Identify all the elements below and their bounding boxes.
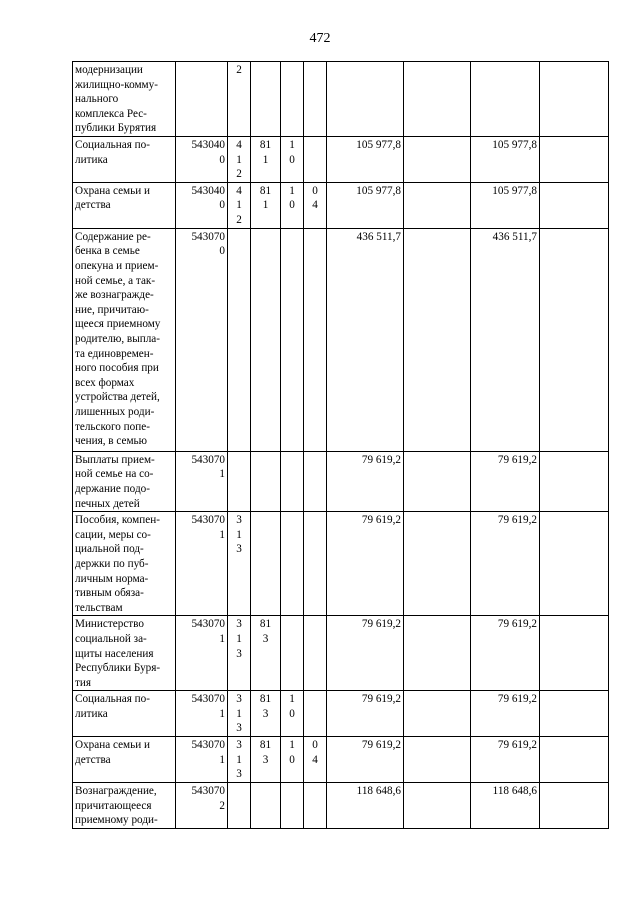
table-row	[73, 137, 609, 183]
ministry-code-line: 81	[259, 184, 272, 197]
expense-type-code-cell	[228, 228, 251, 451]
subsection-code-cell	[304, 616, 327, 691]
amount-cell-2	[404, 451, 471, 511]
expense-type-code-line: 2	[236, 168, 242, 181]
item-name-line: детства	[75, 753, 111, 766]
item-name-cell	[73, 137, 176, 183]
expense-type-code-line: 1	[236, 199, 242, 212]
amount-cell-1: 118 648,6	[327, 783, 404, 829]
target-article-code-cell	[176, 783, 228, 829]
table-row	[73, 691, 609, 737]
subsection-code-line: 0	[312, 739, 318, 752]
section-code-line: 1	[289, 693, 295, 706]
amount-cell-1: 105 977,8	[327, 182, 404, 228]
target-article-code-line: 1	[219, 753, 225, 766]
expense-type-code-cell	[228, 691, 251, 737]
amount-cell-4	[540, 737, 609, 783]
subsection-code-cell	[304, 62, 327, 137]
item-name-line: литика	[75, 153, 108, 166]
item-name-line: сации, меры со-	[75, 528, 151, 541]
target-article-code-cell	[176, 512, 228, 616]
item-name-line: циальной под-	[75, 543, 144, 556]
expense-type-code-line: 1	[236, 528, 242, 541]
item-name-line: опекуна и прием-	[75, 259, 159, 272]
item-name-line: устройства детей,	[75, 391, 160, 404]
target-article-code-line: 543070	[191, 785, 225, 798]
subsection-code-cell	[304, 737, 327, 783]
amount-cell-1: 79 619,2	[327, 616, 404, 691]
amount-cell-1: 79 619,2	[327, 691, 404, 737]
amount-cell-2	[404, 62, 471, 137]
target-article-code-line: 543070	[191, 739, 225, 752]
target-article-code-line: 543040	[191, 184, 225, 197]
amount-cell-4	[540, 451, 609, 511]
item-name-line: Охрана семьи и	[75, 739, 151, 752]
subsection-code-cell	[304, 451, 327, 511]
item-name-cell	[73, 228, 176, 451]
item-name-cell	[73, 512, 176, 616]
expense-type-code-line: 4	[236, 184, 242, 197]
subsection-code-cell	[304, 691, 327, 737]
item-name-line: жилищно-комму-	[75, 78, 158, 91]
target-article-code-line: 0	[219, 153, 225, 166]
target-article-code-cell	[176, 228, 228, 451]
amount-cell-2	[404, 512, 471, 616]
target-article-code-line: 543070	[191, 514, 225, 527]
expense-type-code-cell	[228, 512, 251, 616]
section-code-line: 0	[289, 753, 295, 766]
item-name-line: всех формах	[75, 376, 135, 389]
item-name-cell	[73, 62, 176, 137]
amount-cell-3: 79 619,2	[471, 451, 540, 511]
item-name-cell	[73, 691, 176, 737]
item-name-line: бенка в семье	[75, 245, 140, 258]
expense-type-code-line: 3	[236, 647, 242, 660]
amount-cell-3: 79 619,2	[471, 737, 540, 783]
ministry-code-line: 81	[259, 618, 272, 631]
item-name-line: щиты населения	[75, 647, 154, 660]
table-row	[73, 512, 609, 616]
item-name-line: Пособия, компен-	[75, 514, 160, 527]
amount-cell-3: 79 619,2	[471, 512, 540, 616]
expense-type-code-line: 3	[236, 543, 242, 556]
table-row	[73, 182, 609, 228]
expense-type-code-line: 1	[236, 632, 242, 645]
amount-cell-4	[540, 182, 609, 228]
amount-cell-1: 105 977,8	[327, 137, 404, 183]
section-code-cell	[281, 737, 304, 783]
ministry-code-line: 3	[262, 707, 269, 720]
ministry-code-line: 81	[259, 739, 272, 752]
amount-cell-3: 105 977,8	[471, 182, 540, 228]
expense-type-code-cell	[228, 616, 251, 691]
expense-type-code-line: 2	[236, 64, 242, 76]
expense-type-code-cell	[228, 62, 251, 137]
ministry-code-cell	[251, 512, 281, 616]
expense-type-code-line: 3	[236, 768, 242, 781]
amount-cell-4	[540, 783, 609, 829]
table-row	[73, 228, 609, 451]
ministry-code-cell	[251, 691, 281, 737]
item-name-line: приемному роди-	[75, 814, 158, 827]
item-name-cell	[73, 783, 176, 829]
item-name-line: чения, в семью	[75, 435, 147, 448]
item-name-line: Выплаты прием-	[75, 453, 155, 466]
item-name-line: Вознаграждение,	[75, 785, 157, 798]
expense-type-code-line: 3	[236, 739, 242, 752]
target-article-code-line: 543070	[191, 230, 225, 243]
ministry-code-cell	[251, 62, 281, 137]
target-article-code-cell	[176, 616, 228, 691]
item-name-cell	[73, 616, 176, 691]
target-article-code-cell	[176, 137, 228, 183]
target-article-code-line: 1	[219, 468, 225, 481]
table-row	[73, 616, 609, 691]
item-name-line: держки по пуб-	[75, 557, 149, 570]
section-code-cell	[281, 62, 304, 137]
expense-type-code-cell	[228, 137, 251, 183]
expense-type-code-line: 3	[236, 514, 242, 527]
item-name-line: комплекса Рес-	[75, 107, 147, 120]
item-name-line: Охрана семьи и	[75, 184, 151, 197]
target-article-code-line: 543070	[191, 453, 225, 466]
expense-type-code-line: 4	[236, 139, 242, 151]
target-article-code-line: 543070	[191, 618, 225, 631]
subsection-code-line: 0	[312, 184, 318, 197]
page-number: 472	[309, 31, 331, 46]
amount-cell-2	[404, 737, 471, 783]
amount-cell-3	[471, 62, 540, 137]
amount-cell-3: 436 511,7	[471, 228, 540, 451]
table-body	[73, 62, 609, 829]
amount-cell-3: 79 619,2	[471, 691, 540, 737]
amount-cell-2	[404, 228, 471, 451]
ministry-code-line: 3	[262, 753, 269, 766]
item-name-cell	[73, 182, 176, 228]
target-article-code-line: 2	[219, 799, 225, 812]
expense-type-code-cell	[228, 783, 251, 829]
section-code-cell	[281, 783, 304, 829]
amount-cell-4	[540, 616, 609, 691]
item-name-cell	[73, 451, 176, 511]
expense-type-code-line: 1	[236, 153, 242, 166]
item-name-line: литика	[75, 707, 108, 720]
item-name-line: тия	[75, 676, 92, 689]
section-code-cell	[281, 512, 304, 616]
item-name-line: нального	[75, 93, 119, 106]
ministry-code-cell	[251, 182, 281, 228]
section-code-cell	[281, 691, 304, 737]
subsection-code-cell	[304, 783, 327, 829]
item-name-line: Министерство	[75, 618, 144, 631]
section-code-line: 0	[289, 707, 295, 720]
expense-type-code-line: 3	[236, 693, 242, 706]
target-article-code-line: 0	[219, 199, 225, 212]
table-row	[73, 783, 609, 829]
item-name-line: ного пособия при	[75, 362, 159, 375]
expense-type-code-line: 3	[236, 722, 242, 735]
amount-cell-4	[540, 62, 609, 137]
item-name-line: печных детей	[75, 497, 140, 510]
subsection-code-cell	[304, 228, 327, 451]
item-name-line: лишенных роди-	[75, 405, 155, 418]
expense-type-code-line: 2	[236, 213, 242, 226]
amount-cell-2	[404, 137, 471, 183]
subsection-code-cell	[304, 137, 327, 183]
amount-cell-2	[404, 691, 471, 737]
target-article-code-cell	[176, 451, 228, 511]
target-article-code-cell	[176, 737, 228, 783]
ministry-code-cell	[251, 228, 281, 451]
expense-type-code-cell	[228, 451, 251, 511]
section-code-line: 1	[289, 739, 295, 752]
section-code-cell	[281, 137, 304, 183]
section-code-line: 1	[289, 139, 295, 151]
section-code-line: 1	[289, 184, 295, 197]
ministry-code-cell	[251, 737, 281, 783]
target-article-code-line: 1	[219, 632, 225, 645]
item-name-line: ние, причитаю-	[75, 303, 149, 316]
item-name-line: щееся приемному	[75, 318, 161, 331]
target-article-code-cell	[176, 691, 228, 737]
amount-cell-4	[540, 228, 609, 451]
amount-cell-4	[540, 691, 609, 737]
item-name-line: ной семье, а так-	[75, 274, 156, 287]
ministry-code-line: 3	[262, 632, 269, 645]
target-article-code-line: 543070	[191, 693, 225, 706]
amount-cell-4	[540, 137, 609, 183]
section-code-cell	[281, 228, 304, 451]
section-code-cell	[281, 182, 304, 228]
expense-type-code-line: 1	[236, 707, 242, 720]
target-article-code-cell	[176, 62, 228, 137]
ministry-code-cell	[251, 616, 281, 691]
item-name-line: Республики Буря-	[75, 662, 161, 675]
target-article-code-line: 1	[219, 528, 225, 541]
section-code-cell	[281, 616, 304, 691]
item-name-line: же вознагражде-	[75, 289, 154, 302]
item-name-line: ной семье на со-	[75, 468, 154, 481]
amount-cell-1	[327, 62, 404, 137]
item-name-cell	[73, 737, 176, 783]
section-code-line: 0	[289, 153, 295, 166]
ministry-code-line: 1	[262, 199, 269, 212]
item-name-line: та единовремен-	[75, 347, 154, 360]
budget-table	[72, 61, 609, 829]
expense-type-code-line: 3	[236, 618, 242, 631]
item-name-line: Социальная по-	[75, 693, 150, 706]
amount-cell-2	[404, 783, 471, 829]
amount-cell-1: 79 619,2	[327, 451, 404, 511]
item-name-line: публики Бурятия	[75, 122, 157, 135]
ministry-code-line: 1	[262, 153, 269, 166]
item-name-line: детства	[75, 199, 111, 212]
amount-cell-4	[540, 512, 609, 616]
amount-cell-1: 79 619,2	[327, 737, 404, 783]
subsection-code-line: 4	[312, 199, 318, 212]
item-name-line: социальной за-	[75, 632, 147, 645]
table-row	[73, 62, 609, 137]
expense-type-code-line: 1	[236, 753, 242, 766]
target-article-code-cell	[176, 182, 228, 228]
amount-cell-3: 79 619,2	[471, 616, 540, 691]
amount-cell-2	[404, 616, 471, 691]
item-name-line: тельского попе-	[75, 420, 150, 433]
amount-cell-3: 118 648,6	[471, 783, 540, 829]
amount-cell-3: 105 977,8	[471, 137, 540, 183]
item-name-line: держание подо-	[75, 482, 150, 495]
ministry-code-cell	[251, 451, 281, 511]
table-row	[73, 737, 609, 783]
target-article-code-line: 1	[219, 707, 225, 720]
amount-cell-1: 79 619,2	[327, 512, 404, 616]
expense-type-code-cell	[228, 182, 251, 228]
expense-type-code-cell	[228, 737, 251, 783]
ministry-code-cell	[251, 783, 281, 829]
target-article-code-line: 543040	[191, 139, 225, 151]
item-name-line: родителю, выпла-	[75, 332, 160, 345]
amount-cell-1: 436 511,7	[327, 228, 404, 451]
target-article-code-line: 0	[219, 245, 225, 258]
item-name-line: причитающееся	[75, 799, 152, 812]
ministry-code-line: 81	[259, 139, 272, 151]
item-name-line: модернизации	[75, 64, 143, 76]
item-name-line: Социальная по-	[75, 139, 150, 151]
subsection-code-cell	[304, 512, 327, 616]
subsection-code-line: 4	[312, 753, 318, 766]
subsection-code-cell	[304, 182, 327, 228]
ministry-code-cell	[251, 137, 281, 183]
section-code-line: 0	[289, 199, 295, 212]
section-code-cell	[281, 451, 304, 511]
item-name-line: личным норма-	[75, 572, 149, 585]
amount-cell-2	[404, 182, 471, 228]
item-name-line: тельствам	[75, 601, 123, 614]
item-name-line: тивным обяза-	[75, 587, 144, 600]
item-name-line: Содержание ре-	[75, 230, 151, 243]
ministry-code-line: 81	[259, 693, 272, 706]
table-row	[73, 451, 609, 511]
